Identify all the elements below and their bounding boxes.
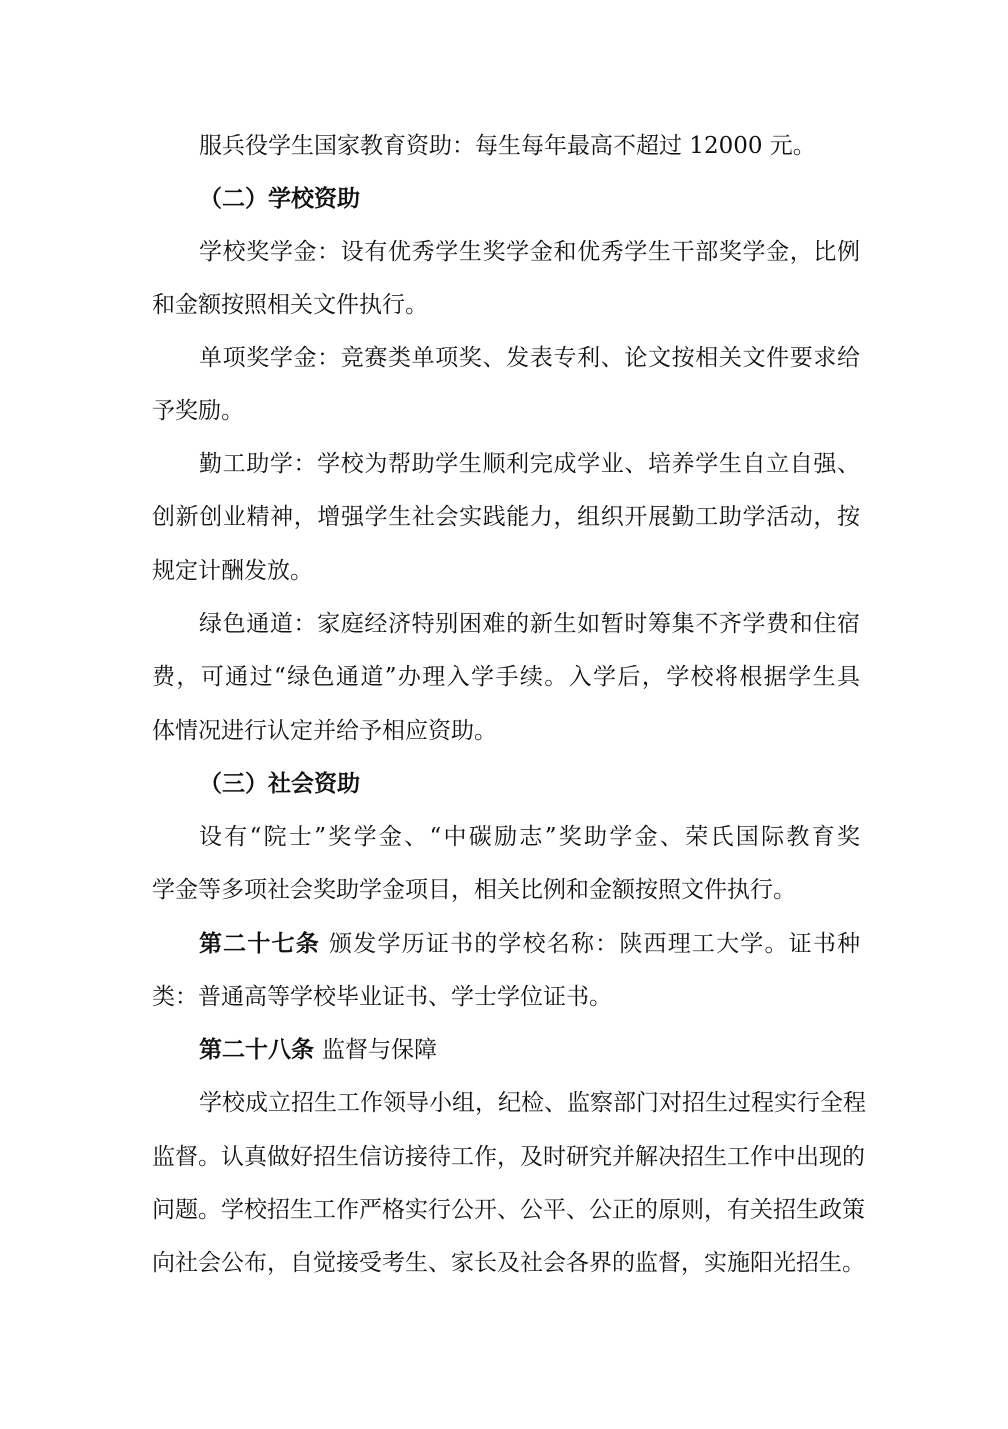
article-27-label: 第二十七条 (199, 931, 320, 957)
paragraph-green-channel-line-2: 费，可通过“绿色通道”办理入学手续。入学后，学校将根据学生具 (152, 664, 860, 690)
paragraph-single-award-line-1: 单项奖学金：竞赛类单项奖、发表专利、论文按相关文件要求给 (199, 345, 860, 371)
paragraph-work-study-line-2: 创新创业精神，增强学生社会实践能力，组织开展勤工助学活动，按 (152, 504, 860, 530)
article-28-label: 第二十八条 (199, 1037, 314, 1063)
heading-social-aid: （三）社会资助 (199, 771, 360, 797)
paragraph-social-scholarship-line-1: 设有“院士”奖学金、“中碳励志”奖助学金、荣氏国际教育奖 (199, 824, 860, 850)
article-28-title: 监督与保障 (322, 1037, 437, 1063)
article-27-text: 颁发学历证书的学校名称：陕西理工大学。证书种 (327, 931, 861, 957)
paragraph-supervision-line-2: 监督。认真做好招生信访接待工作，及时研究并解决招生工作中出现的 (152, 1144, 865, 1170)
paragraph-supervision-line-4: 向社会公布，自觉接受考生、家长及社会各界的监督，实施阳光招生。 (152, 1250, 865, 1276)
paragraph-work-study-line-3: 规定计酬发放。 (152, 558, 313, 584)
paragraph-military-aid: 服兵役学生国家教育资助：每生每年最高不超过 12000 元。 (199, 133, 816, 159)
paragraph-supervision-line-1: 学校成立招生工作领导小组，纪检、监察部门对招生过程实行全程 (199, 1090, 866, 1116)
paragraph-work-study-line-1: 勤工助学：学校为帮助学生顺利完成学业、培养学生自立自强、 (199, 451, 860, 477)
article-28-heading (199, 1024, 860, 1077)
paragraph-supervision-line-3: 问题。学校招生工作严格实行公开、公平、公正的原则，有关招生政策 (152, 1197, 865, 1223)
paragraph-social-scholarship-line-2: 学金等多项社会奖助学金项目，相关比例和金额按照文件执行。 (152, 877, 796, 903)
article-27-line-2: 类：普通高等学校毕业证书、学士学位证书。 (152, 984, 612, 1010)
paragraph-single-award-line-2: 予奖励。 (152, 398, 244, 424)
article-27-line-1 (199, 918, 860, 971)
paragraph-green-channel-line-1: 绿色通道：家庭经济特别困难的新生如暂时筹集不齐学费和住宿 (199, 611, 860, 637)
paragraph-school-scholarship-line-1: 学校奖学金：设有优秀学生奖学金和优秀学生干部奖学金，比例 (199, 239, 860, 265)
heading-school-aid: （二）学校资助 (199, 186, 360, 212)
paragraph-school-scholarship-line-2: 和金额按照相关文件执行。 (152, 292, 428, 318)
paragraph-green-channel-line-3: 体情况进行认定并给予相应资助。 (152, 718, 497, 744)
